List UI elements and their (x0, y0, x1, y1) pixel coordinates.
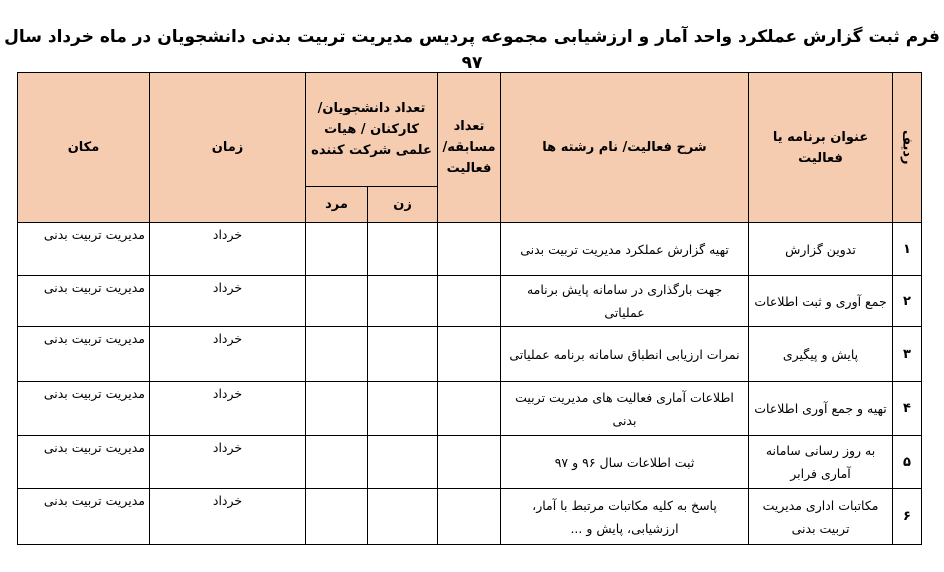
competitions-cell (438, 382, 501, 436)
female-cell (368, 489, 438, 545)
header-female: زن (368, 187, 438, 223)
table-row (18, 382, 922, 436)
description-cell: جهت بارگذاری در سامانه پایش برنامه عملیاتی (501, 276, 749, 327)
male-cell (306, 489, 368, 545)
male-cell (306, 276, 368, 327)
header-time: زمان (150, 73, 306, 223)
competitions-cell (438, 489, 501, 545)
row-number: ۳ (893, 327, 922, 382)
program-cell: مکاتبات اداری مدیریت تربیت بدنی (749, 489, 893, 545)
place-cell: مدیریت تربیت بدنی (18, 436, 150, 489)
table-row (18, 223, 922, 276)
time-cell: خرداد (150, 276, 306, 327)
header-participants: تعداد دانشجویان/ کارکنان / هیات علمی شرکت کننده (306, 73, 438, 187)
program-cell: تهیه و جمع آوری اطلاعات (749, 382, 893, 436)
description-cell: نمرات ارزیابی انطباق سامانه برنامه عملیاتی (501, 327, 749, 382)
description-cell: تهیه گزارش عملکرد مدیریت تربیت بدنی (501, 223, 749, 276)
header-male: مرد (306, 187, 368, 223)
form-title: فرم ثبت گزارش عملکرد واحد آمار و ارزشیابی مجموعه پردیس مدیریت تربیت بدنی دانشجویان در ماه خرداد سال ۹۷ (4, 27, 940, 73)
competitions-cell (438, 223, 501, 276)
time-cell: خرداد (150, 327, 306, 382)
header-program: عنوان برنامه یا فعالیت (749, 73, 893, 223)
time-cell: خرداد (150, 436, 306, 489)
row-number: ۴ (893, 382, 922, 436)
male-cell (306, 436, 368, 489)
row-number: ۱ (893, 223, 922, 276)
description-cell: اطلاعات آماری فعالیت های مدیریت تربیت بدنی (501, 382, 749, 436)
row-number: ۵ (893, 436, 922, 489)
time-cell: خرداد (150, 489, 306, 545)
female-cell (368, 223, 438, 276)
female-cell (368, 276, 438, 327)
place-cell: مدیریت تربیت بدنی (18, 382, 150, 436)
table-row (18, 489, 922, 545)
time-cell: خرداد (150, 382, 306, 436)
competitions-cell (438, 276, 501, 327)
place-cell: مدیریت تربیت بدنی (18, 276, 150, 327)
program-cell: جمع آوری و ثبت اطلاعات (749, 276, 893, 327)
description-cell: ثبت اطلاعات سال ۹۶ و ۹۷ (501, 436, 749, 489)
male-cell (306, 382, 368, 436)
table-row (18, 276, 922, 327)
description-cell: پاسخ به کلیه مکاتبات مرتبط با آمار، ارزشیابی، پایش و ... (501, 489, 749, 545)
competitions-cell (438, 327, 501, 382)
competitions-cell (438, 436, 501, 489)
program-cell: تدوین گزارش (749, 223, 893, 276)
header-place: مکان (18, 73, 150, 223)
program-cell: پایش و پیگیری (749, 327, 893, 382)
place-cell: مدیریت تربیت بدنی (18, 489, 150, 545)
header-row-number: ردیف (893, 73, 922, 223)
row-number: ۲ (893, 276, 922, 327)
place-cell: مدیریت تربیت بدنی (18, 223, 150, 276)
place-cell: مدیریت تربیت بدنی (18, 327, 150, 382)
report-table (17, 72, 922, 545)
table-row (18, 436, 922, 489)
female-cell (368, 382, 438, 436)
time-cell: خرداد (150, 223, 306, 276)
table-row (18, 327, 922, 382)
male-cell (306, 223, 368, 276)
header-description: شرح فعالیت/ نام رشته ها (501, 73, 749, 223)
program-cell: به روز رسانی سامانه آماری فرابر (749, 436, 893, 489)
female-cell (368, 327, 438, 382)
male-cell (306, 327, 368, 382)
row-number: ۶ (893, 489, 922, 545)
header-competitions: تعداد مسابقه/ فعالیت (438, 73, 501, 223)
female-cell (368, 436, 438, 489)
